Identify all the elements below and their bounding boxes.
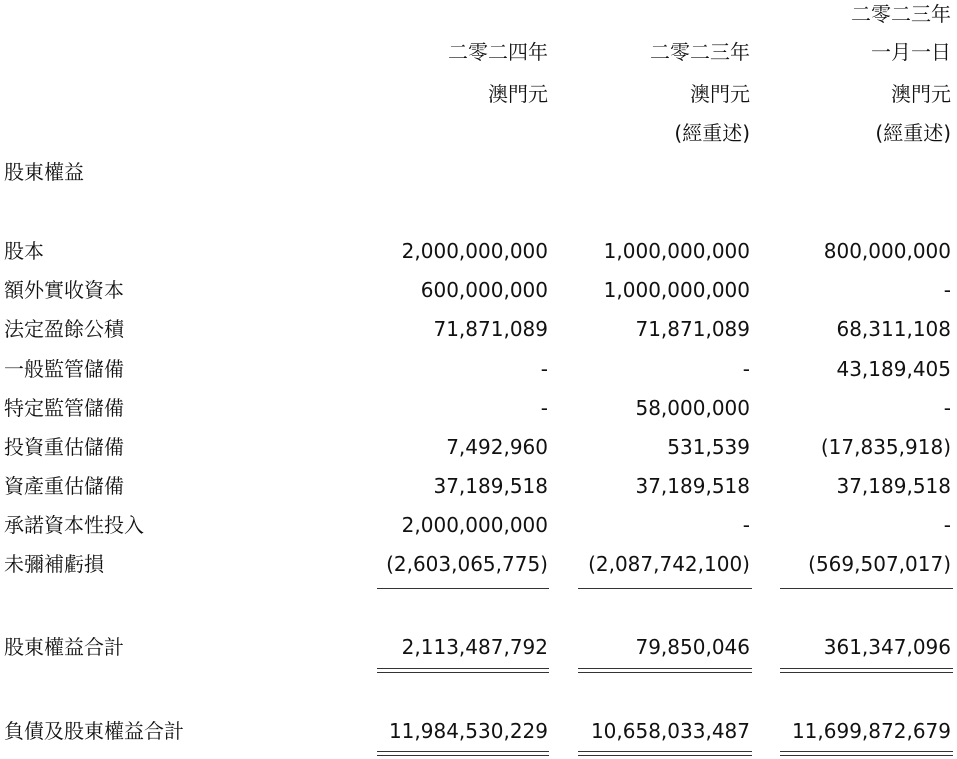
value-2023-jan: (17,835,918)	[820, 435, 951, 459]
value-2023: 531,539	[667, 435, 750, 459]
value-2023-jan: 11,699,872,679	[791, 719, 951, 743]
value-2024: 7,492,960	[446, 435, 548, 459]
value-2023-jan: -	[943, 396, 951, 420]
value-2024: 71,871,089	[433, 317, 548, 341]
value-2023-jan: 68,311,108	[836, 317, 951, 341]
grand-total-double-rule	[780, 751, 953, 756]
table-row	[0, 510, 957, 540]
value-2023: 79,850,046	[635, 635, 750, 659]
subtotal-rule	[578, 588, 752, 589]
col1-header-currency: 澳門元	[488, 82, 548, 106]
table-row	[0, 275, 957, 305]
col2-header-year: 二零二三年	[650, 40, 750, 64]
col2-header-currency: 澳門元	[690, 82, 750, 106]
value-2024: 2,113,487,792	[401, 635, 548, 659]
value-2023-jan: 361,347,096	[823, 635, 951, 659]
section-title-row	[0, 157, 957, 187]
value-2023-jan: 43,189,405	[836, 357, 951, 381]
subtotal-rule	[780, 588, 953, 589]
row-label: 額外實收資本	[4, 278, 124, 302]
equity-total-row	[0, 632, 957, 662]
value-2023-jan: 800,000,000	[823, 239, 951, 263]
row-label: 股東權益合計	[4, 635, 124, 659]
total-double-rule	[578, 668, 752, 673]
value-2024: (2,603,065,775)	[386, 552, 548, 576]
grand-total-row	[0, 716, 957, 746]
table-row	[0, 471, 957, 501]
row-label: 特定監管儲備	[4, 396, 124, 420]
table-row	[0, 432, 957, 462]
row-label: 資產重估儲備	[4, 474, 124, 498]
table-row	[0, 549, 957, 579]
col2-header-restated: (經重述)	[674, 121, 750, 145]
value-2023: 1,000,000,000	[603, 278, 750, 302]
table-row	[0, 354, 957, 384]
value-2023: (2,087,742,100)	[588, 552, 750, 576]
row-label: 法定盈餘公積	[4, 317, 124, 341]
value-2023-jan: -	[943, 278, 951, 302]
row-label: 股本	[4, 239, 44, 263]
section-title: 股東權益	[4, 160, 84, 184]
value-2023: -	[742, 357, 750, 381]
value-2023: 10,658,033,487	[590, 719, 750, 743]
row-label: 未彌補虧損	[4, 552, 104, 576]
table-row	[0, 314, 957, 344]
value-2023: 71,871,089	[635, 317, 750, 341]
value-2024: 2,000,000,000	[401, 513, 548, 537]
total-double-rule	[377, 668, 549, 673]
value-2023: 37,189,518	[635, 474, 750, 498]
col3-header-year: 二零二三年	[851, 2, 951, 26]
col3-header-date: 一月一日	[871, 40, 951, 64]
value-2024: -	[540, 396, 548, 420]
value-2023: -	[742, 513, 750, 537]
value-2023: 1,000,000,000	[603, 239, 750, 263]
value-2023-jan: -	[943, 513, 951, 537]
value-2024: 2,000,000,000	[401, 239, 548, 263]
value-2024: -	[540, 357, 548, 381]
row-label: 負債及股東權益合計	[4, 719, 184, 743]
col3-header-currency: 澳門元	[891, 82, 951, 106]
subtotal-rule	[377, 588, 549, 589]
col1-header-year: 二零二四年	[448, 40, 548, 64]
row-label: 承諾資本性投入	[4, 513, 144, 537]
table-row	[0, 393, 957, 423]
value-2023-jan: (569,507,017)	[808, 552, 951, 576]
row-label: 一般監管儲備	[4, 357, 124, 381]
grand-total-double-rule	[377, 751, 549, 756]
total-double-rule	[780, 668, 953, 673]
col3-header-restated: (經重述)	[875, 121, 951, 145]
value-2024: 11,984,530,229	[388, 719, 548, 743]
row-label: 投資重估儲備	[4, 435, 124, 459]
value-2023: 58,000,000	[635, 396, 750, 420]
value-2024: 600,000,000	[420, 278, 548, 302]
grand-total-double-rule	[578, 751, 752, 756]
value-2024: 37,189,518	[433, 474, 548, 498]
value-2023-jan: 37,189,518	[836, 474, 951, 498]
table-row	[0, 236, 957, 266]
